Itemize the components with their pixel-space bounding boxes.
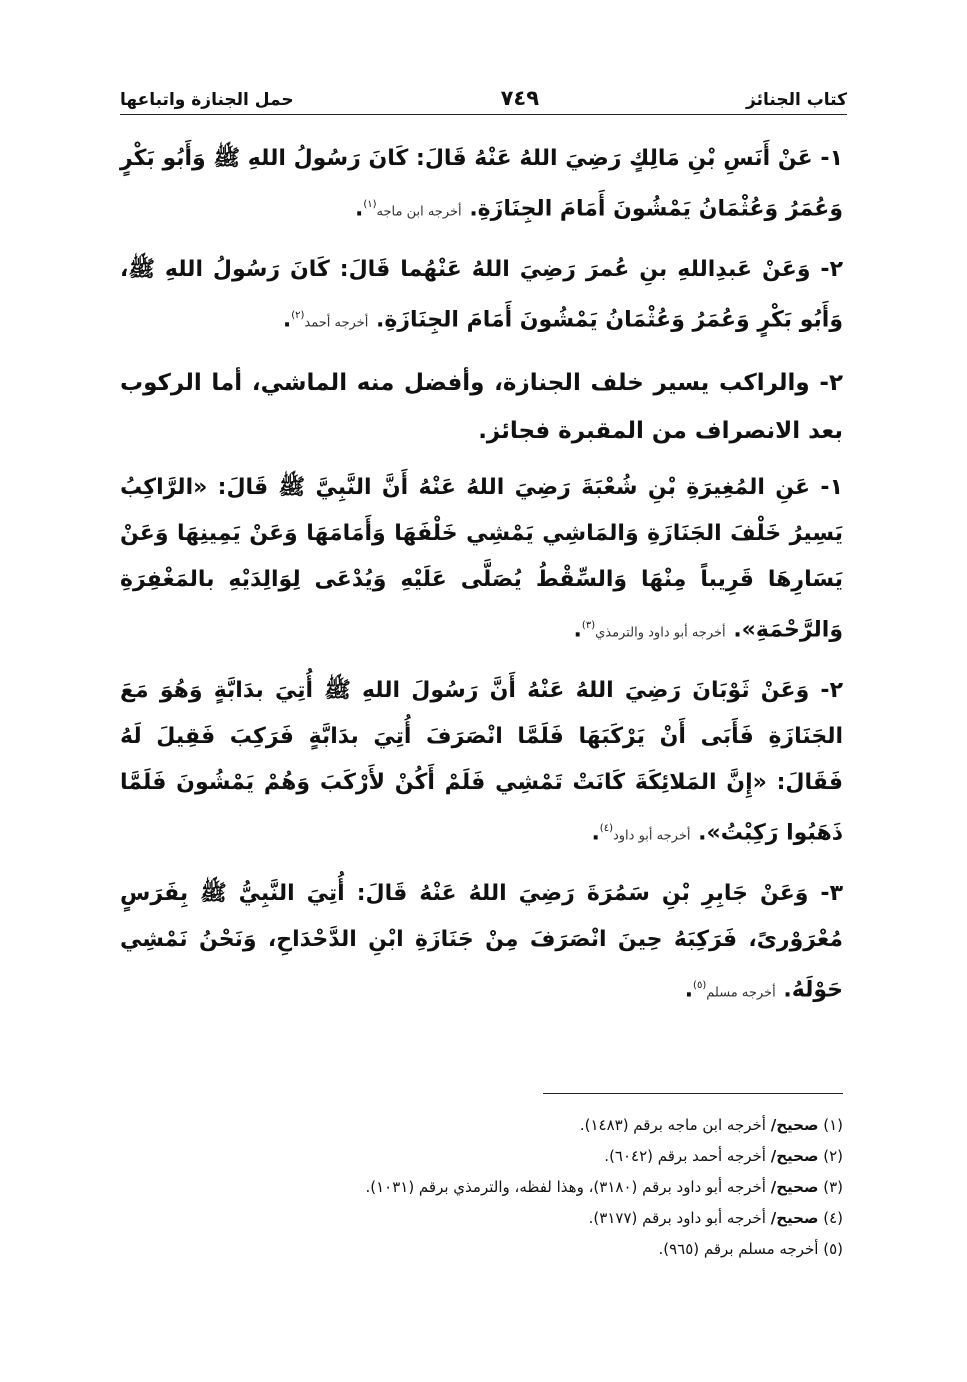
footnote-ref: (١) bbox=[363, 199, 377, 210]
hadith-item: ٣- وَعَنْ جَابِرِ بْنِ سَمُرَةَ رَضِيَ اللهُ عَنْهُ قَالَ: أُتِيَ النَّبِيُّ ﷺ بِفَرَسٍ مُعْرَوْرىً، فَرَكِبَهُ حِينَ انْصَرَفَ مِنْ جَنَازَةِ ابْنِ الدَّحْدَاحِ، وَنَحْنُ نَمْشِي حَوْلَهُ. أخرجه مسلم$^{(٥)}$. bbox=[120, 881, 843, 1003]
footnote-number: (٢) bbox=[823, 1147, 843, 1165]
hadith-source: أخرجه مسلم bbox=[706, 985, 776, 1001]
hadith-source: أخرجه أبو داود والترمذي bbox=[595, 624, 726, 640]
footnote-grade: صحيح/ bbox=[770, 1178, 819, 1196]
footnotes bbox=[120, 1110, 843, 1265]
footnote-grade: صحيح/ bbox=[770, 1116, 819, 1134]
footnote bbox=[120, 1141, 843, 1172]
footnote-text: أخرجه ابن ماجه برقم (١٤٨٣). bbox=[579, 1116, 766, 1134]
footnote-text: أخرجه أبو داود برقم (٣١٧٧). bbox=[588, 1209, 766, 1227]
hadith-text: ٣- وَعَنْ جَابِرِ بْنِ سَمُرَةَ رَضِيَ اللهُ عَنْهُ قَالَ: أُتِيَ النَّبِيُّ ﷺ بِفَرَسٍ مُعْرَوْرىً، فَرَكِبَهُ حِينَ انْصَرَفَ مِنْ جَنَازَةِ ابْنِ الدَّحْدَاحِ، وَنَحْنُ نَمْشِي حَوْلَهُ. bbox=[120, 881, 843, 1003]
hadith-text: ١- عَنِ المُغِيرَةِ بْنِ شُعْبَةَ رَضِيَ اللهُ عَنْهُ أَنَّ النَّبِيَّ ﷺ قَالَ: «الرَّاكِبُ يَسِيرُ خَلْفَ الجَنَازَةِ وَالمَاشِي يَمْشِي خَلْفَهَا وَأَمَامَهَا وَعَنْ يَمِينِهَا وَعَنْ يَسَارِهَا قَرِيباً مِنْهَا وَالسِّقْطُ يُصَلَّى عَلَيْهِ وَيُدْعَى لِوَالِدَيْهِ بالمَغْفِرَةِ وَالرَّحْمَةِ». bbox=[120, 474, 843, 642]
footnote-text: أخرجه أبو داود برقم (٣١٨٠)، وهذا لفظه، والترمذي برقم (١٠٣١). bbox=[365, 1178, 766, 1196]
hadith-item: ٢- وَعَنْ ثَوْبَانَ رَضِيَ اللهُ عَنْهُ أَنَّ رَسُولَ اللهِ ﷺ أُتِيَ بدَابَّةٍ وَهُوَ مَعَ الجَنَازَةِ فَأَبَى أَنْ يَرْكَبَهَا فَلَمَّا انْصَرَفَ أُتِيَ بدَابَّةٍ فَرَكِبَ فَقِيلَ لَهُ فَقَالَ: «إِنَّ المَلائِكَةَ كَانَتْ تَمْشِي فَلَمْ أَكُنْ لأَرْكَبَ وَهُمْ يَمْشُونَ فَلَمَّا ذَهَبُوا رَكِبْتُ». أخرجه أبو داود$^{(٤)}$. bbox=[120, 677, 843, 846]
footnote-number: (١) bbox=[823, 1116, 843, 1134]
footnote bbox=[120, 1234, 843, 1265]
main-text bbox=[120, 136, 843, 1029]
footnote-ref: (٤) bbox=[599, 822, 613, 834]
footnote-ref: (٢) bbox=[291, 310, 305, 322]
header-right-title: كتاب الجنائز bbox=[746, 90, 847, 110]
hadith-source: أخرجه أحمد bbox=[304, 315, 369, 331]
footnote-grade: صحيح/ bbox=[770, 1209, 819, 1227]
footnote-grade: صحيح/ bbox=[770, 1147, 819, 1165]
hadith-text: ٢- وَعَنْ ثَوْبَانَ رَضِيَ اللهُ عَنْهُ أَنَّ رَسُولَ اللهِ ﷺ أُتِيَ بدَابَّةٍ وَهُوَ مَعَ الجَنَازَةِ فَأَبَى أَنْ يَرْكَبَهَا فَلَمَّا انْصَرَفَ أُتِيَ بدَابَّةٍ فَرَكِبَ فَقِيلَ لَهُ فَقَالَ: «إِنَّ المَلائِكَةَ كَانَتْ تَمْشِي فَلَمْ أَكُنْ لأَرْكَبَ وَهُمْ يَمْشُونَ فَلَمَّا ذَهَبُوا رَكِبْتُ». bbox=[120, 677, 843, 846]
hadith-item: ١- عَنِ المُغِيرَةِ بْنِ شُعْبَةَ رَضِيَ اللهُ عَنْهُ أَنَّ النَّبِيَّ ﷺ قَالَ: «الرَّاكِبُ يَسِيرُ خَلْفَ الجَنَازَةِ وَالمَاشِي يَمْشِي خَلْفَهَا وَأَمَامَهَا وَعَنْ يَمِينِهَا وَعَنْ يَسَارِهَا قَرِيباً مِنْهَا وَالسِّقْطُ يُصَلَّى عَلَيْهِ وَيُدْعَى لِوَالِدَيْهِ بالمَغْفِرَةِ وَالرَّحْمَةِ». أخرجه أبو داود والترمذي$^{(٣)}$. bbox=[120, 474, 843, 642]
footnote-text: أخرجه أحمد برقم (٦٠٤٢). bbox=[604, 1147, 766, 1165]
page-number: ٧٤٩ bbox=[500, 86, 540, 110]
footnote-number: (٣) bbox=[823, 1178, 843, 1196]
hadith-item: ١- عَنْ أَنَسِ بْنِ مَالِكٍ رَضِيَ اللهُ عَنْهُ قَالَ: كَانَ رَسُولُ اللهِ ﷺ وَأَبُو بَكْرٍ وَعُمَرُ وَعُثْمَانُ يَمْشُونَ أَمَامَ الجِنَازَةِ. أخرجه ابن ماجه$^{(١)}$. bbox=[120, 146, 843, 222]
hadith-text: ٢- وَعَنْ عَبدِاللهِ بنِ عُمرَ رَضِيَ اللهُ عَنْهُما قَالَ: كَانَ رَسُولُ اللهِ ﷺ، وَأَبُو بَكْرٍ وَعُمَرُ وَعُثْمَانُ يَمْشُونَ أَمَامَ الجِنَازَةِ. bbox=[120, 257, 843, 333]
footnote bbox=[120, 1110, 843, 1141]
footnote-ref: (٥) bbox=[693, 980, 707, 992]
hadith-source: أخرجه ابن ماجه bbox=[376, 204, 462, 220]
hadith-source: أخرجه أبو داود bbox=[612, 828, 691, 844]
footnote-text: أخرجه مسلم برقم (٩٦٥). bbox=[658, 1240, 819, 1258]
footnote bbox=[120, 1203, 843, 1234]
header-left-title: حمل الجنازة واتباعها bbox=[120, 90, 294, 110]
running-header bbox=[120, 80, 847, 115]
footnote-number: (٤) bbox=[823, 1209, 843, 1227]
section-heading: ٢- والراكب يسير خلف الجنازة، وأفضل منه الماشي، أما الركوب بعد الانصراف من المقبرة فجائز. bbox=[120, 369, 843, 444]
hadith-text: ١- عَنْ أَنَسِ بْنِ مَالِكٍ رَضِيَ اللهُ عَنْهُ قَالَ: كَانَ رَسُولُ اللهِ ﷺ وَأَبُو بَكْرٍ وَعُمَرُ وَعُثْمَانُ يَمْشُونَ أَمَامَ الجِنَازَةِ. bbox=[120, 146, 843, 222]
footnote-number: (٥) bbox=[823, 1240, 843, 1258]
hadith-item: ٢- وَعَنْ عَبدِاللهِ بنِ عُمرَ رَضِيَ اللهُ عَنْهُما قَالَ: كَانَ رَسُولُ اللهِ ﷺ، وَأَبُو بَكْرٍ وَعُمَرُ وَعُثْمَانُ يَمْشُونَ أَمَامَ الجِنَازَةِ. أخرجه أحمد$^{(٢)}$. bbox=[120, 257, 843, 333]
footnote-separator bbox=[543, 1093, 843, 1094]
footnote-ref: (٣) bbox=[581, 619, 596, 631]
footnote bbox=[120, 1172, 843, 1203]
